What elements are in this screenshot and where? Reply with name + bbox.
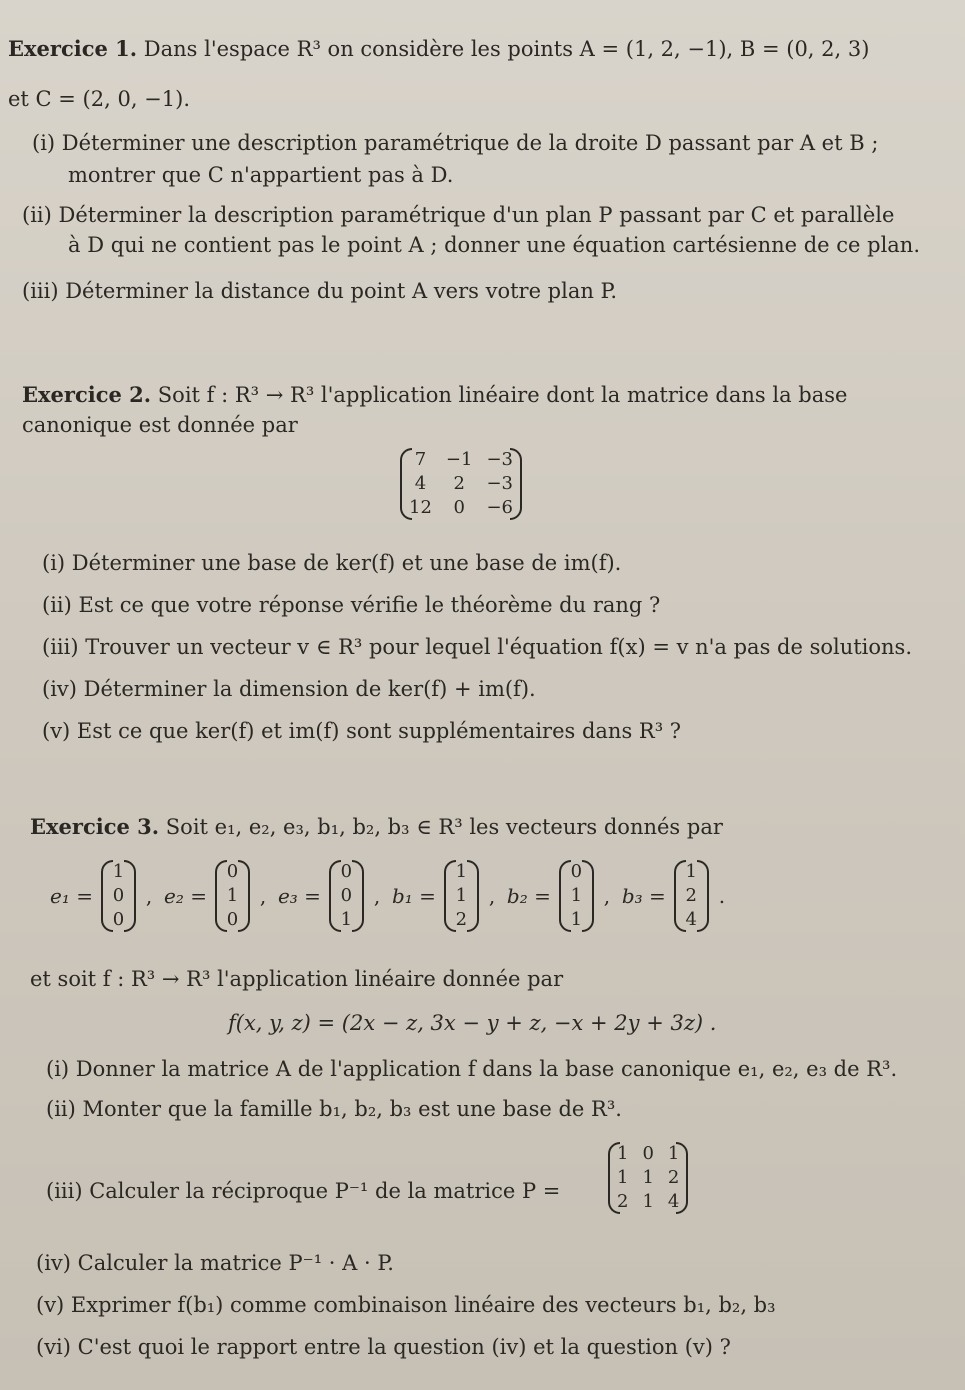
- exercise-3-vectors: e₁ = 1 0 0 , e₂ = 0 1 0 , e₃ = 0 0 1 , b₁ = 1 1 2 , b₂ = 0 1 1 , b₃ = 1 2 4 .: [50, 861, 726, 930]
- exercise-1-question-3: (iii) Déterminer la distance du point A vers votre plan P.: [22, 279, 618, 303]
- exercise-3-title: Exercice 3.: [30, 814, 160, 839]
- exercise-3-question-3: (iii) Calculer la réciproque P⁻¹ de la matrice P =: [46, 1179, 561, 1203]
- matrix-cell: 1: [642, 1167, 654, 1188]
- exercise-3-question-6: (vi) C'est quoi le rapport entre la question (iv) et la question (v) ?: [36, 1335, 731, 1359]
- exercise-3-matrix-p: [610, 1142, 686, 1214]
- matrix-cell: 1: [617, 1167, 629, 1188]
- vector-label: b₃ =: [621, 884, 666, 908]
- vector-column: 0 0 1: [331, 860, 362, 932]
- matrix-cell: 12: [409, 497, 432, 518]
- exercise-3-question-4: (iv) Calculer la matrice P⁻¹ · A · P.: [36, 1251, 394, 1275]
- vector-label: e₁ =: [50, 884, 93, 908]
- exercise-3-question-1: (i) Donner la matrice A de l'application f dans la base canonique e₁, e₂, e₃ de R³.: [46, 1057, 898, 1081]
- exercise-1-line2: et C = (2, 0, −1).: [8, 87, 190, 111]
- matrix-cell: 0: [642, 1143, 654, 1164]
- matrix-cell: 4: [414, 473, 427, 494]
- exercise-2-question-2: (ii) Est ce que votre réponse vérifie le théorème du rang ?: [42, 593, 661, 617]
- exercise-2-question-1: (i) Déterminer une base de ker(f) et une base de im(f).: [42, 551, 622, 575]
- exercise-2-question-5: (v) Est ce que ker(f) et im(f) sont supplémentaires dans R³ ?: [42, 719, 682, 743]
- matrix-cell: 1: [617, 1143, 629, 1164]
- exercise-2-matrix: [402, 448, 520, 520]
- vector-column: 0 1 1: [561, 860, 592, 932]
- exercise-2-line1: Soit f : R³ → R³ l'application linéaire dont la matrice dans la base: [157, 383, 848, 407]
- exercise-2-line2: canonique est donnée par: [22, 413, 298, 437]
- exercise-3-question-2: (ii) Monter que la famille b₁, b₂, b₃ est une base de R³.: [46, 1097, 622, 1121]
- matrix-cell: 7: [414, 449, 427, 470]
- vector-column: 1 0 0: [103, 860, 134, 932]
- exercise-3-line1: Soit e₁, e₂, e₃, b₁, b₂, b₃ ∈ R³ les vecteurs donnés par: [165, 815, 723, 839]
- matrix-cell: −3: [486, 449, 513, 470]
- matrix-cell: 4: [667, 1191, 680, 1212]
- exercise-3-question-5: (v) Exprimer f(b₁) comme combinaison linéaire des vecteurs b₁, b₂, b₃: [36, 1293, 776, 1317]
- matrix-cell: −3: [486, 473, 513, 494]
- matrix-cell: −1: [445, 449, 473, 470]
- matrix-cell: 2: [617, 1191, 629, 1212]
- vector-label: b₁ =: [391, 884, 436, 908]
- exercise-3-formula: f(x, y, z) = (2x − z, 3x − y + z, −x + 2y + 3z) .: [228, 1011, 717, 1035]
- exercise-1-title: Exercice 1.: [8, 36, 138, 61]
- matrix-cell: −6: [486, 497, 513, 518]
- exercise-1-question-2b: à D qui ne contient pas le point A ; donner une équation cartésienne de ce plan.: [68, 233, 921, 257]
- matrix-cell: 2: [453, 473, 465, 494]
- matrix-cell: 1: [667, 1143, 680, 1164]
- vector-label: e₂ =: [163, 884, 207, 908]
- exercise-1-question-1a: (i) Déterminer une description paramétrique de la droite D passant par A et B ;: [32, 131, 879, 155]
- exercise-2-intro: [22, 382, 847, 408]
- vector-column: 1 1 2: [446, 860, 477, 932]
- vector-column: 0 1 0: [217, 860, 248, 932]
- vector-column: 1 2 4: [676, 860, 707, 932]
- exercise-1-line1: Dans l'espace R³ on considère les points A = (1, 2, −1), B = (0, 2, 3): [143, 37, 870, 61]
- exercise-2-title: Exercice 2.: [22, 382, 152, 407]
- vector-label: e₃ =: [277, 884, 321, 908]
- matrix-cell: 0: [453, 497, 465, 518]
- exercise-1-intro: [8, 36, 869, 62]
- exercise-2-question-3: (iii) Trouver un vecteur v ∈ R³ pour lequel l'équation f(x) = v n'a pas de solutions.: [42, 635, 913, 659]
- exercise-3-intro: [30, 814, 723, 840]
- exercise-1-question-1b: montrer que C n'appartient pas à D.: [68, 163, 454, 187]
- vector-label: b₂ =: [506, 884, 551, 908]
- matrix-cell: 1: [642, 1191, 654, 1212]
- exercise-1-question-2a: (ii) Déterminer la description paramétrique d'un plan P passant par C et parallèle: [22, 203, 895, 227]
- matrix-cell: 2: [667, 1167, 680, 1188]
- exercise-3-line2: et soit f : R³ → R³ l'application linéaire donnée par: [30, 967, 564, 991]
- exercise-2-question-4: (iv) Déterminer la dimension de ker(f) + im(f).: [42, 677, 536, 701]
